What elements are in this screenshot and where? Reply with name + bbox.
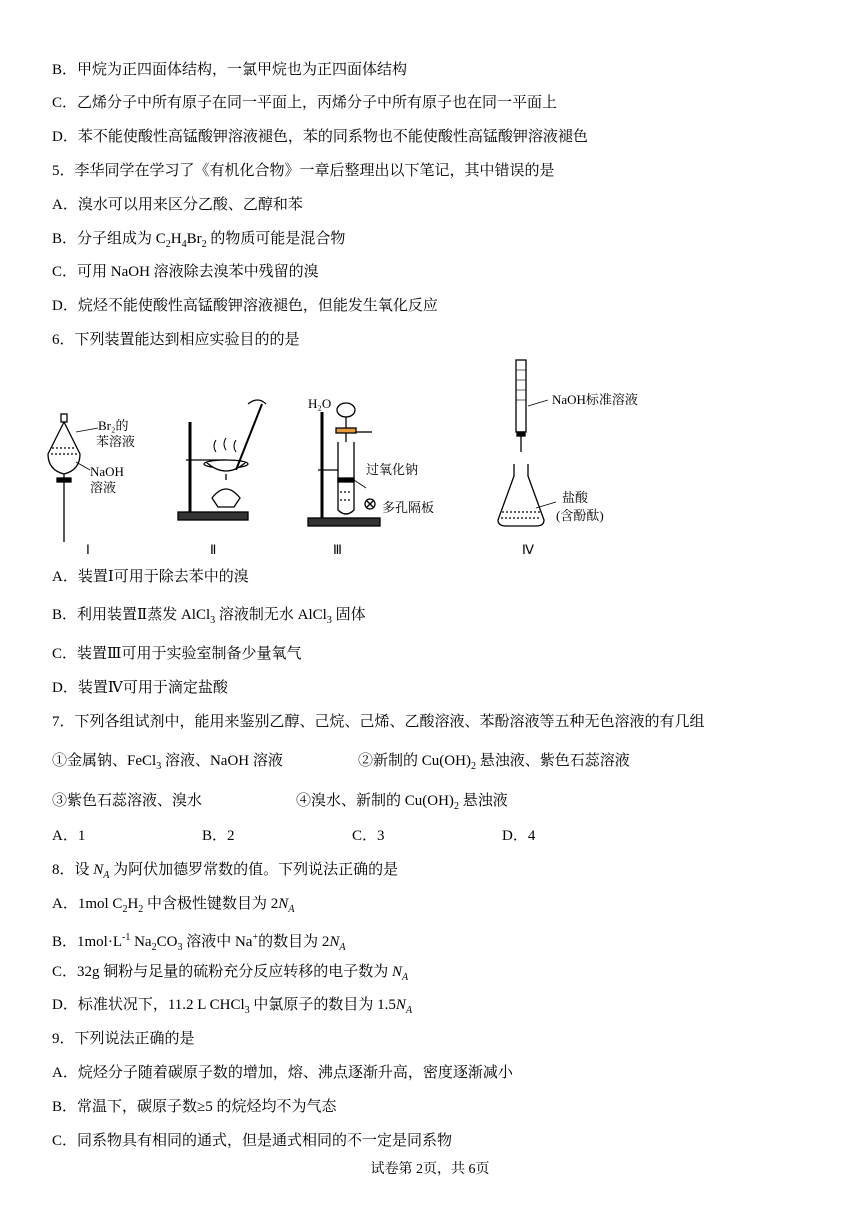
apparatus-figure (40, 352, 680, 562)
q4-option-d: D．苯不能使酸性高锰酸钾溶液褪色，苯的同系物也不能使酸性高锰酸钾溶液褪色 (52, 129, 588, 145)
app-label-3: Ⅲ (333, 542, 342, 557)
q7-group-3: ③紫色石蕊溶液、溴水 (52, 793, 203, 809)
q8-option-d: D．标准状况下，11.2 L CHCl$_3$ 中氯原子的数目为 $1.5N_A$ (52, 997, 413, 1016)
q4-option-b: B．甲烷为正四面体结构，一氯甲烷也为正四面体结构 (52, 62, 408, 78)
q7-option-d: D．4 (502, 828, 536, 844)
q5-option-d: D．烷烃不能使酸性高锰酸钾溶液褪色，但能发生氧化反应 (52, 298, 438, 314)
q5-option-a: A．溴水可以用来区分乙酸、乙醇和苯 (52, 197, 303, 213)
app3-peroxide-label: 过氧化钠 (366, 462, 419, 477)
app-label-1: Ⅰ (86, 542, 90, 557)
q6-option-b: B．利用装置Ⅱ蒸发 AlCl$_3$ 溶液制无水 AlCl$_3$ 固体 (52, 607, 366, 626)
q6-stem: 6．下列装置能达到相应实验目的的是 (52, 332, 300, 348)
app1-naoh-label-2: 溶液 (90, 480, 117, 495)
q5-option-c: C．可用 NaOH 溶液除去溴苯中残留的溴 (52, 264, 319, 280)
q7-option-a: A．1 (52, 828, 86, 844)
q7-option-c: C．3 (352, 828, 385, 844)
q6-option-d: D．装置Ⅳ可用于滴定盐酸 (52, 680, 228, 696)
app1-reagent-label-2: 苯溶液 (96, 434, 136, 449)
app1-naoh-label: NaOH (90, 464, 124, 479)
q7-stem: 7．下列各组试剂中，能用来鉴别乙醇、己烷、己烯、乙酸溶液、苯酚溶液等五种无色溶液的有几组 (52, 714, 705, 730)
q7-group-2: ②新制的 $Cu(OH)_2$ 悬浊液、紫色石蕊溶液 (358, 753, 630, 772)
q5-stem: 5．李华同学在学习了《有机化合物》一章后整理出以下笔记，其中错误的是 (52, 163, 555, 179)
q4-option-c: C．乙烯分子中所有原子在同一平面上，丙烯分子中所有原子也在同一平面上 (52, 95, 558, 111)
q9-stem: 9．下列说法正确的是 (52, 1031, 195, 1047)
q7-option-b: B．2 (202, 828, 235, 844)
q7-group-1: ①金属钠、FeCl$_3$ 溶液、NaOH 溶液 (52, 753, 283, 772)
app4-std-label: NaOH标准溶液 (552, 392, 638, 407)
q8-stem: 8．设 $N_A$ 为阿伏加德罗常数的值。下列说法正确的是 (52, 862, 399, 881)
q8-option-a: A．1mol $C_2H_2$ 中含极性键数目为 $2N_A$ (52, 896, 295, 915)
app-label-2: Ⅱ (210, 542, 217, 557)
q8-option-c: C．32g 铜粉与足量的硫粉充分反应转移的电子数为 $N_A$ (52, 964, 409, 983)
titration-setup (498, 360, 556, 526)
q9-option-c: C．同系物具有相同的通式，但是通式相同的不一定是同系物 (52, 1133, 453, 1149)
q7-group-4: ④溴水、新制的 $Cu(OH)_2$ 悬浊液 (296, 793, 508, 812)
app4-acid-label: 盐酸 (562, 490, 589, 505)
app4-indicator-label: (含酚酞) (556, 508, 604, 523)
apparatus-drawing (40, 352, 680, 562)
q6-option-c: C．装置Ⅲ可用于实验室制备少量氧气 (52, 646, 302, 662)
app3-plate-label: 多孔隔板 (382, 500, 435, 515)
page-footer: 试卷第 2页，共 6页 (370, 1162, 490, 1177)
app-label-4: Ⅳ (522, 542, 534, 557)
app1-reagent-label: Br₂的 (98, 418, 129, 433)
q9-option-a: A．烷烃分子随着碳原子数的增加，熔、沸点逐渐升高，密度逐渐减小 (52, 1065, 513, 1081)
q5-option-b: B．分子组成为 $C_2H_4Br_2$ 的物质可能是混合物 (52, 231, 346, 250)
app3-water-label: H₂O (308, 396, 332, 411)
q8-option-b: B．$1mol\cdot L^{-1}$ $Na_2CO_3$ 溶液中 Na+的数目为 $2N_A$ (52, 932, 346, 953)
q9-option-b: B．常温下，碳原子数≥5 的烷烃均不为气态 (52, 1099, 337, 1115)
q6-option-a: A．装置Ⅰ可用于除去苯中的溴 (52, 569, 249, 585)
evaporation-setup (178, 400, 266, 520)
